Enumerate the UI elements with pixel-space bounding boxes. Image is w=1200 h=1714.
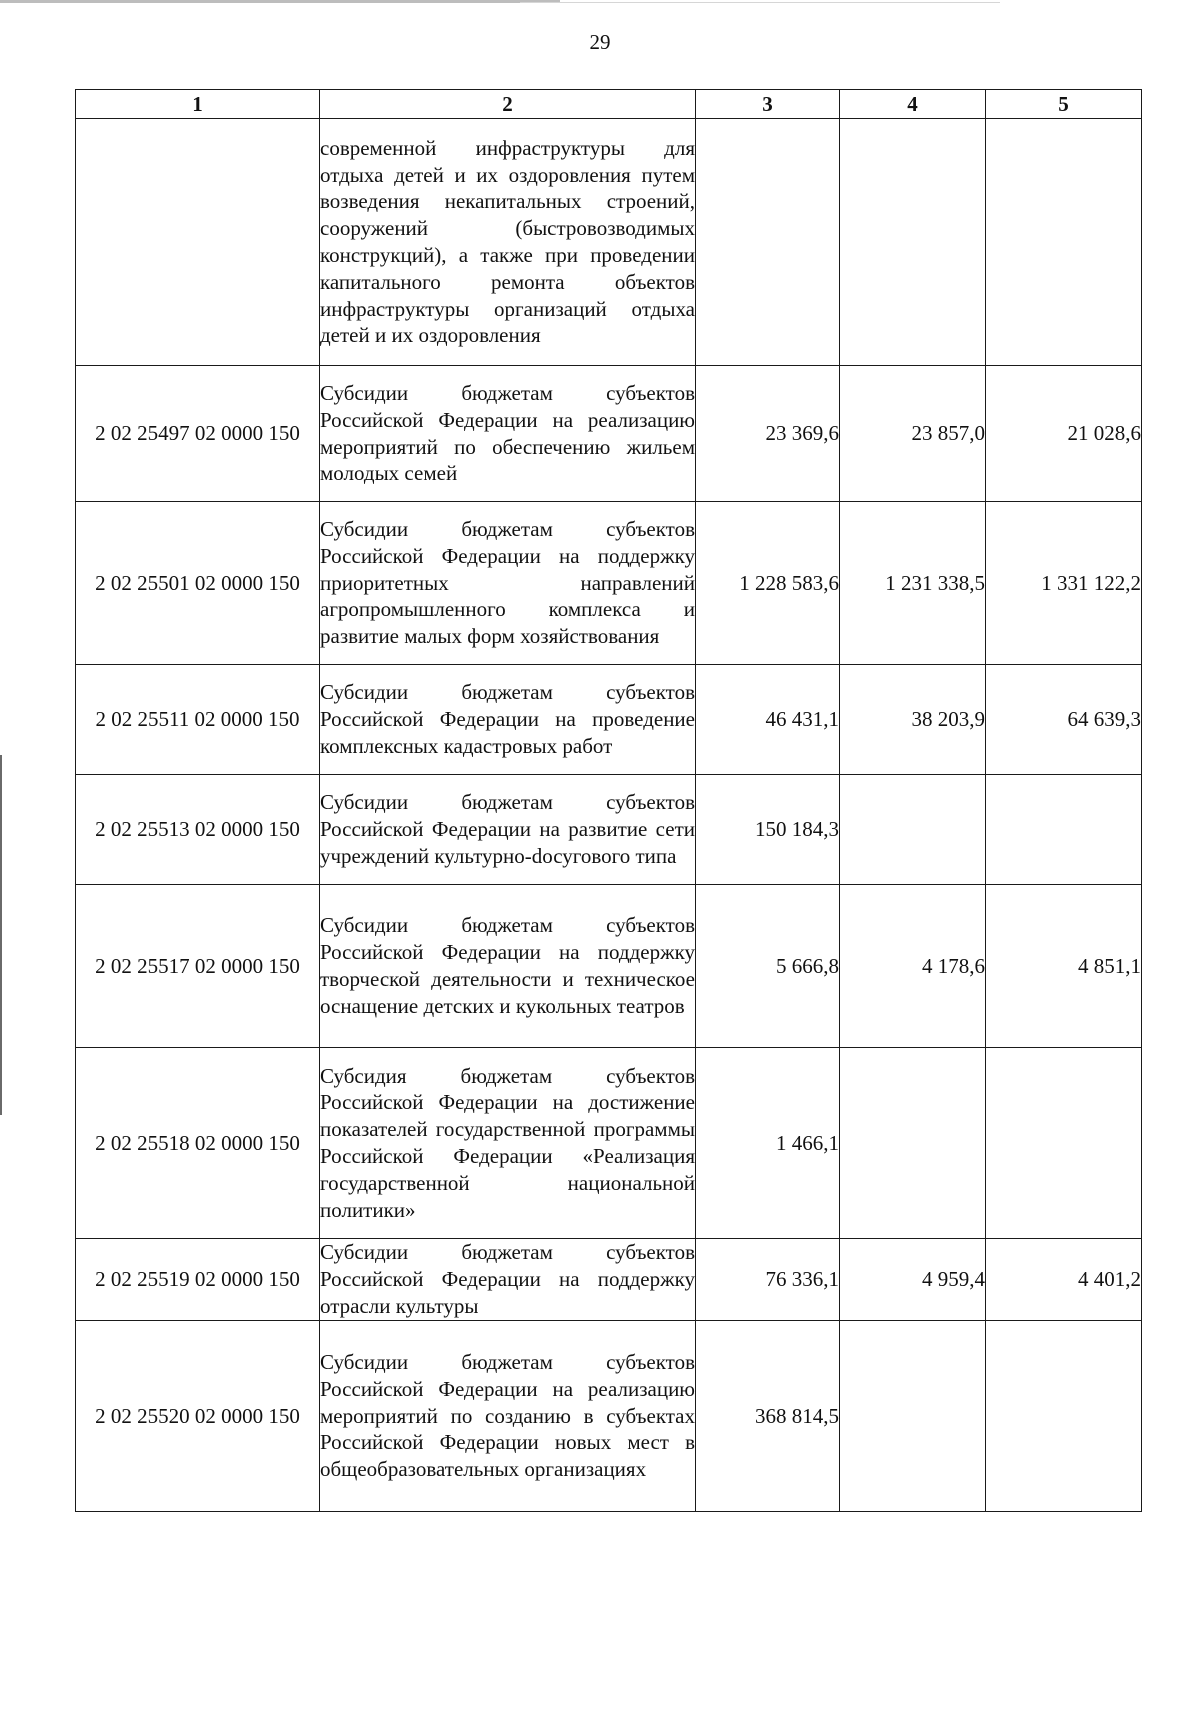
description-cell: Субсидии бюджетам субъектов Российской Федерации на развитие сети учреждений культурно-dосугового типа	[320, 775, 696, 885]
value-col4-cell	[840, 119, 986, 366]
column-header-4: 4	[840, 90, 986, 119]
budget-code-cell	[76, 119, 320, 366]
description-cell: Субсидии бюджетам субъектов Российской Федерации на проведение комплексных кадастровых работ	[320, 665, 696, 775]
value-col3-cell: 23 369,6	[696, 366, 840, 502]
value-col4-cell: 1 231 338,5	[840, 502, 986, 665]
table-row	[76, 885, 1142, 1048]
description-cell: Субсидии бюджетам субъектов Российской Федерации на поддержку отрасли культуры	[320, 1239, 696, 1321]
value-col4-cell: 4 178,6	[840, 885, 986, 1048]
description-cell: Субсидии бюджетам субъектов Российской Федерации на поддержку приоритетных направлений агропромышленного комплекса и развитие малых форм хозяйствования	[320, 502, 696, 665]
table-row	[76, 1239, 1142, 1321]
value-col4-cell	[840, 1321, 986, 1512]
value-col3-cell: 368 814,5	[696, 1321, 840, 1512]
table-row	[76, 366, 1142, 502]
value-col4-cell: 4 959,4	[840, 1239, 986, 1321]
column-header-1: 1	[76, 90, 320, 119]
value-col3-cell: 150 184,3	[696, 775, 840, 885]
value-col4-cell	[840, 1048, 986, 1239]
description-cell: Субсидии бюджетам субъектов Российской Федерации на поддержку творческой деятельности и техническое оснащение детских и кукольных театров	[320, 885, 696, 1048]
value-col5-cell: 4 401,2	[986, 1239, 1142, 1321]
table-row	[76, 1048, 1142, 1239]
value-col5-cell	[986, 775, 1142, 885]
value-col3-cell: 5 666,8	[696, 885, 840, 1048]
description-cell: современной инфраструктуры для отдыха детей и их оздоровления путем возведения некапитальных строений, сооружений (быстровозводимых конструкций), а также при проведении капитального ремонта объектов инфраструктуры организаций отдыха детей и их оздоровления	[320, 119, 696, 366]
budget-code-cell: 2 02 25501 02 0000 150	[76, 502, 320, 665]
budget-code-cell: 2 02 25513 02 0000 150	[76, 775, 320, 885]
value-col5-cell: 4 851,1	[986, 885, 1142, 1048]
scan-edge-left	[0, 755, 2, 1115]
value-col5-cell	[986, 119, 1142, 366]
description-cell: Субсидии бюджетам субъектов Российской Федерации на реализацию мероприятий по созданию в субъектах Российской Федерации новых мест в общеобразовательных организациях	[320, 1321, 696, 1512]
table-header-row	[76, 90, 1142, 119]
value-col3-cell	[696, 119, 840, 366]
table-row	[76, 1321, 1142, 1512]
page-number: 29	[589, 30, 611, 54]
value-col3-cell: 1 228 583,6	[696, 502, 840, 665]
budget-table	[75, 89, 1142, 1512]
value-col5-cell	[986, 1048, 1142, 1239]
budget-code-cell: 2 02 25518 02 0000 150	[76, 1048, 320, 1239]
budget-code-cell: 2 02 25517 02 0000 150	[76, 885, 320, 1048]
table-row	[76, 119, 1142, 366]
column-header-5: 5	[986, 90, 1142, 119]
value-col4-cell: 38 203,9	[840, 665, 986, 775]
value-col4-cell	[840, 775, 986, 885]
value-col3-cell: 76 336,1	[696, 1239, 840, 1321]
budget-code-cell: 2 02 25519 02 0000 150	[76, 1239, 320, 1321]
scan-edge-top-faint	[520, 2, 1000, 3]
value-col3-cell: 46 431,1	[696, 665, 840, 775]
value-col5-cell: 64 639,3	[986, 665, 1142, 775]
value-col3-cell: 1 466,1	[696, 1048, 840, 1239]
description-cell: Субсидии бюджетам субъектов Российской Федерации на реализацию мероприятий по обеспечению жильем молодых семей	[320, 366, 696, 502]
column-header-3: 3	[696, 90, 840, 119]
scan-edge-top	[0, 0, 560, 3]
value-col5-cell	[986, 1321, 1142, 1512]
budget-code-cell: 2 02 25511 02 0000 150	[76, 665, 320, 775]
value-col5-cell: 1 331 122,2	[986, 502, 1142, 665]
description-cell: Субсидия бюджетам субъектов Российской Федерации на достижение показателей государственной программы Российской Федерации «Реализация государственной национальной политики»	[320, 1048, 696, 1239]
value-col4-cell: 23 857,0	[840, 366, 986, 502]
table-row	[76, 502, 1142, 665]
column-header-2: 2	[320, 90, 696, 119]
budget-code-cell: 2 02 25497 02 0000 150	[76, 366, 320, 502]
table-row	[76, 775, 1142, 885]
value-col5-cell: 21 028,6	[986, 366, 1142, 502]
table-row	[76, 665, 1142, 775]
budget-code-cell: 2 02 25520 02 0000 150	[76, 1321, 320, 1512]
